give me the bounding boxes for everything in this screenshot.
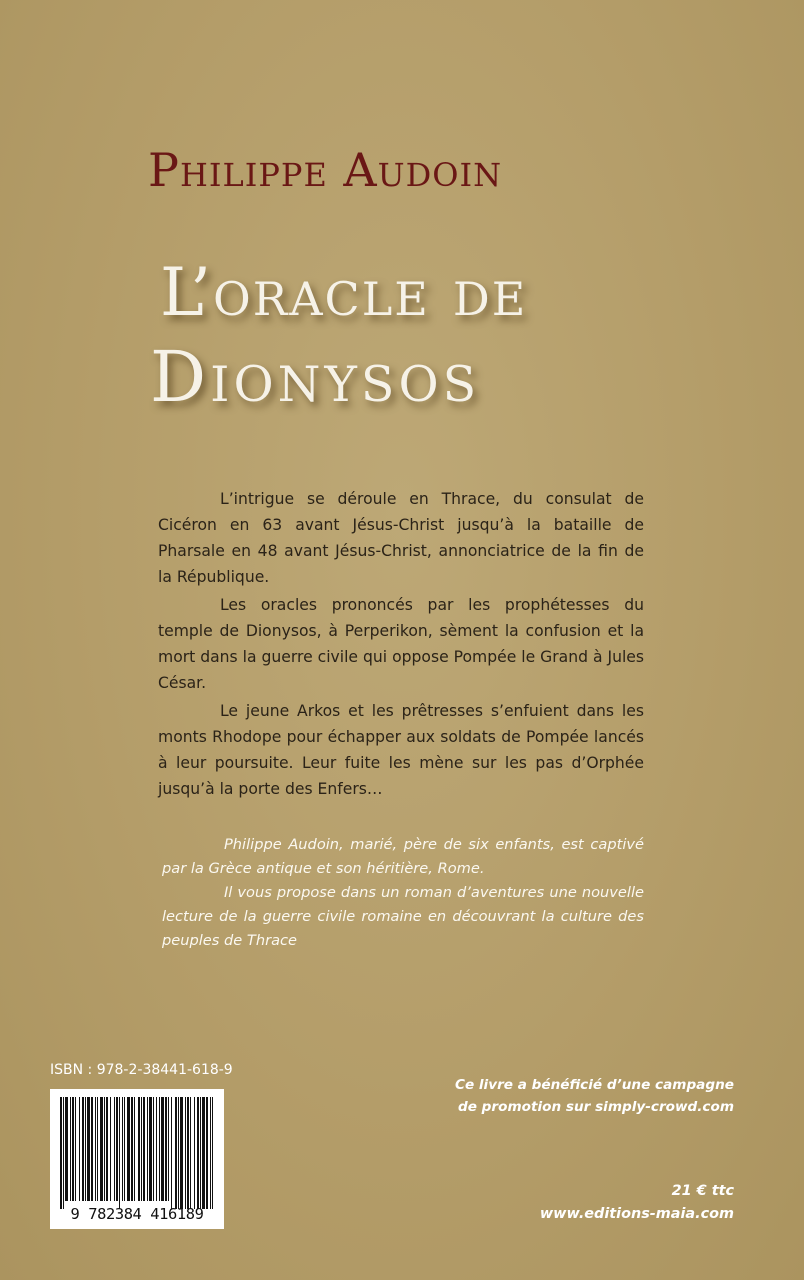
synopsis-paragraph: Les oracles prononcés par les prophétesses du temple de Dionysos, à Perperikon, sèment la confusion et la mort dans la guerre civile qui oppose Pompée le Grand à Jules César. [158, 596, 644, 692]
publisher-website: www.editions-maia.com [539, 1206, 734, 1222]
price: 21 € ttc [671, 1183, 734, 1199]
author-name: Philippe Audoin [148, 143, 503, 197]
synopsis-paragraph: Le jeune Arkos et les prêtresses s’enfuient dans les monts Rhodope pour échapper aux soldats de Pompée lancés à leur poursuite. Leur fuite les mène sur les pas d’Orphée jusqu’à la porte des Enfers… [158, 702, 644, 798]
synopsis-paragraph: L’intrigue se déroule en Thrace, du consulat de Cicéron en 63 avant Jésus-Christ jusqu’à la bataille de Pharsale en 48 avant Jésus-Christ, annonciatrice de la fin de la République. [158, 490, 644, 586]
author-bio-paragraph: Philippe Audoin, marié, père de six enfants, est captivé par la Grèce antique et son héritière, Rome. [162, 836, 644, 877]
promotion-note [404, 1074, 734, 1118]
book-title-line-1: L’oracle de [160, 254, 528, 331]
author-bio [162, 833, 644, 953]
author-bio-paragraph: Il vous propose dans un roman d’aventures une nouvelle lecture de la guerre civile romaine en découvrant la culture des peuples de Thrace [162, 884, 644, 949]
book-title [150, 252, 670, 420]
book-title-line-2: Dionysos [150, 336, 481, 418]
barcode-digits: 9 782384 416189 [70, 1205, 204, 1223]
synopsis [158, 486, 644, 804]
isbn-label: ISBN : 978-2-38441-618-9 [50, 1062, 233, 1078]
promotion-line-2: de promotion sur simply-crowd.com [458, 1099, 734, 1115]
barcode [50, 1089, 224, 1229]
promotion-line-1: Ce livre a bénéficié d’une campagne [454, 1077, 734, 1093]
